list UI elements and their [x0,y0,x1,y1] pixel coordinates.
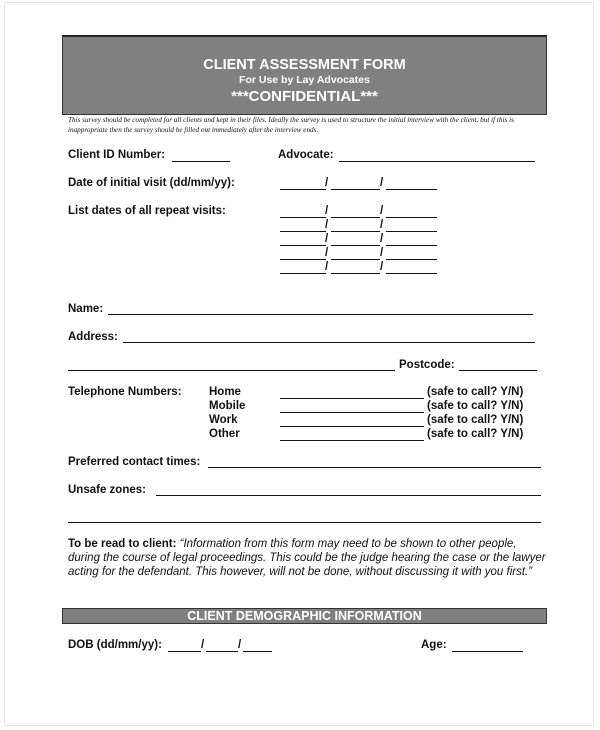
phone-type-label: Home [209,386,241,398]
form-subtitle: For Use by Lay Advocates [239,74,370,86]
safe-to-call-label: (safe to call? Y/N) [427,414,524,426]
form-title: CLIENT ASSESSMENT FORM [203,57,406,73]
phone-mobile-field[interactable] [280,412,424,413]
date-separator: / [201,639,205,651]
day-field[interactable] [280,273,326,274]
year-field[interactable] [386,245,437,246]
unsafe-zones-field-line-2[interactable] [68,522,541,523]
safe-to-call-label: (safe to call? Y/N) [427,428,524,440]
day-field[interactable] [280,231,326,232]
year-field[interactable] [386,273,437,274]
address-label: Address: [68,331,118,343]
initial-visit-label: Date of initial visit (dd/mm/yy): [68,177,235,189]
year-field[interactable] [386,231,437,232]
phone-type-label: Other [209,428,240,440]
dob-month-field[interactable] [206,651,238,652]
advocate-label: Advocate: [278,149,334,161]
phone-work-field[interactable] [280,426,424,427]
date-separator: / [325,247,329,259]
month-field[interactable] [331,273,380,274]
client-id-label: Client ID Number: [68,149,166,161]
read-to-client-label: To be read to client: [68,538,177,550]
read-to-client-text: “Information from this form may need to be shown to other people, during the course of legal proceedings. This could be the judge hearing the case or the lawyer acting for the defendant. This however, will not be done, without discussing it with you first.” [68,538,546,578]
safe-to-call-label: (safe to call? Y/N) [427,400,524,412]
address-field-line-1[interactable] [123,342,535,343]
date-separator: / [325,261,329,273]
year-field[interactable] [386,217,437,218]
date-separator: / [380,205,384,217]
dob-day-field[interactable] [168,651,201,652]
year-field[interactable] [386,189,437,190]
demographic-section-header: CLIENT DEMOGRAPHIC INFORMATION [62,608,547,624]
phone-type-label: Mobile [209,400,246,412]
repeat-visits-label: List dates of all repeat visits: [68,205,226,217]
postcode-label: Postcode: [399,359,455,371]
unsafe-zones-label: Unsafe zones: [68,484,146,496]
address-field-line-2[interactable] [68,370,395,371]
postcode-field[interactable] [459,370,537,371]
confidential-label: ***CONFIDENTIAL*** [231,88,378,105]
instructions-note: This survey should be completed for all clients and kept in their files. Ideally the survey is used to structure the initial interview with the client, but if this is inappropriate then the survey should be filled out immediately after the interview ends. [68,116,514,134]
age-label: Age: [421,639,447,651]
contact-times-label: Preferred contact times: [68,456,201,468]
dob-label: DOB (dd/mm/yy): [68,639,162,651]
month-field[interactable] [331,259,380,260]
name-field[interactable] [108,314,533,315]
safe-to-call-label: (safe to call? Y/N) [427,386,524,398]
contact-times-field[interactable] [208,467,541,468]
advocate-field[interactable] [339,161,535,162]
date-separator: / [380,247,384,259]
form-header [62,35,547,115]
date-separator: / [380,177,384,189]
month-field[interactable] [331,189,380,190]
date-separator: / [380,261,384,273]
phone-home-field[interactable] [280,398,424,399]
telephone-label: Telephone Numbers: [68,386,182,398]
unsafe-zones-field-line-1[interactable] [156,495,541,496]
year-field[interactable] [386,259,437,260]
dob-year-field[interactable] [243,651,272,652]
age-field[interactable] [452,651,523,652]
day-field[interactable] [280,259,326,260]
read-to-client-statement [68,537,548,579]
name-label: Name: [68,303,104,315]
month-field[interactable] [331,245,380,246]
month-field[interactable] [331,231,380,232]
date-separator: / [325,205,329,217]
date-separator: / [325,177,329,189]
day-field[interactable] [280,189,326,190]
date-separator: / [380,233,384,245]
phone-other-field[interactable] [280,440,424,441]
month-field[interactable] [331,217,380,218]
date-separator: / [325,219,329,231]
day-field[interactable] [280,217,326,218]
date-separator: / [380,219,384,231]
day-field[interactable] [280,245,326,246]
client-id-field[interactable] [172,161,230,162]
phone-type-label: Work [209,414,238,426]
date-separator: / [325,233,329,245]
date-separator: / [238,639,242,651]
